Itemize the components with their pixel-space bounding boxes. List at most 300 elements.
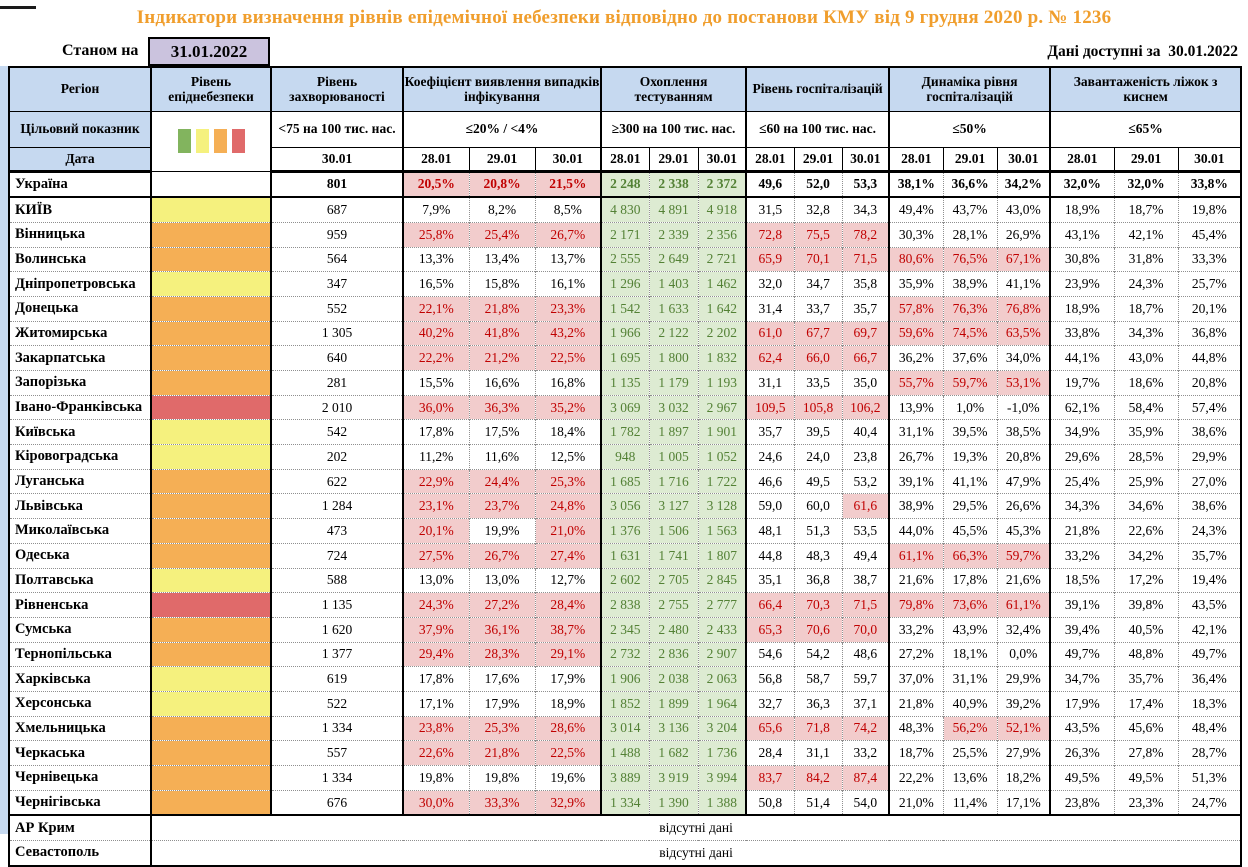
dynamics-cell: 29,5% — [943, 494, 997, 519]
incidence-cell: 622 — [271, 469, 403, 494]
region-name: Закарпатська — [9, 346, 151, 371]
dynamics-cell: 55,7% — [889, 371, 943, 396]
testing-cell: 2 705 — [649, 568, 698, 593]
detection-cell: 29,1% — [535, 642, 601, 667]
table-row — [9, 445, 1241, 470]
detection-cell: 25,4% — [469, 222, 535, 247]
incidence-cell: 801 — [271, 171, 403, 197]
oxygen-beds-cell: 25,9% — [1114, 469, 1178, 494]
target-detection: ≤20% / <4% — [403, 111, 601, 147]
testing-cell: 2 345 — [601, 617, 649, 642]
testing-cell: 1 966 — [601, 321, 649, 346]
detection-cell: 20,5% — [403, 171, 469, 197]
table-row — [9, 568, 1241, 593]
hospitalization-cell: 106,2 — [842, 395, 889, 420]
risk-scale-legend — [151, 111, 271, 171]
as-of-date-box[interactable]: 31.01.2022 — [148, 37, 270, 66]
hospitalization-cell: 40,4 — [842, 420, 889, 445]
table-row — [9, 790, 1241, 815]
oxygen-beds-cell: 24,3% — [1178, 519, 1241, 544]
table-row — [9, 617, 1241, 642]
oxygen-beds-cell: 42,1% — [1178, 617, 1241, 642]
dynamics-cell: 36,2% — [889, 346, 943, 371]
detection-cell: 40,2% — [403, 321, 469, 346]
oxygen-beds-cell: 57,4% — [1178, 395, 1241, 420]
testing-cell: 1 005 — [649, 445, 698, 470]
hospitalization-cell: 46,6 — [746, 469, 794, 494]
hospitalization-cell: 75,5 — [794, 222, 842, 247]
dynamics-cell: 18,2% — [997, 766, 1050, 791]
detection-cell: 35,2% — [535, 395, 601, 420]
risk-red-swatch — [232, 129, 245, 153]
oxygen-beds-cell: 17,2% — [1114, 568, 1178, 593]
testing-cell: 1 906 — [601, 667, 649, 692]
detection-cell: 13,3% — [403, 247, 469, 272]
hospitalization-cell: 49,5 — [794, 469, 842, 494]
testing-cell: 1 488 — [601, 741, 649, 766]
detection-cell: 11,2% — [403, 445, 469, 470]
table-row — [9, 741, 1241, 766]
hospitalization-cell: 65,6 — [746, 716, 794, 741]
detection-cell: 36,0% — [403, 395, 469, 420]
incidence-cell: 1 135 — [271, 593, 403, 618]
hospitalization-cell: 34,7 — [794, 272, 842, 297]
risk-level-cell — [151, 395, 271, 420]
table-row — [9, 519, 1241, 544]
testing-cell: 2 433 — [698, 617, 746, 642]
hospitalization-cell: 71,8 — [794, 716, 842, 741]
risk-level-cell — [151, 790, 271, 815]
hospitalization-cell: 65,3 — [746, 617, 794, 642]
oxygen-beds-cell: 24,3% — [1114, 272, 1178, 297]
region-name: Івано-Франківська — [9, 395, 151, 420]
date-cell: 29.01 — [1114, 147, 1178, 171]
header-incidence: Рівень захворюваності — [271, 67, 403, 111]
region-name: АР Крим — [9, 815, 151, 840]
risk-level-cell — [151, 272, 271, 297]
testing-cell: 3 014 — [601, 716, 649, 741]
detection-cell: 17,9% — [469, 691, 535, 716]
testing-cell: 4 830 — [601, 197, 649, 222]
testing-cell: 1 052 — [698, 445, 746, 470]
hospitalization-cell: 33,5 — [794, 371, 842, 396]
oxygen-beds-cell: 25,4% — [1050, 469, 1114, 494]
oxygen-beds-cell: 43,5% — [1050, 716, 1114, 741]
hospitalization-cell: 53,3 — [842, 171, 889, 197]
oxygen-beds-cell: 28,5% — [1114, 445, 1178, 470]
dynamics-cell: 21,0% — [889, 790, 943, 815]
oxygen-beds-cell: 19,4% — [1178, 568, 1241, 593]
dynamics-cell: 37,6% — [943, 346, 997, 371]
hospitalization-cell: 35,1 — [746, 568, 794, 593]
oxygen-beds-cell: 18,9% — [1050, 296, 1114, 321]
detection-cell: 13,0% — [469, 568, 535, 593]
dynamics-cell: 27,9% — [997, 741, 1050, 766]
oxygen-beds-cell: 27,8% — [1114, 741, 1178, 766]
hospitalization-cell: 39,5 — [794, 420, 842, 445]
detection-cell: 22,6% — [403, 741, 469, 766]
testing-cell: 2 838 — [601, 593, 649, 618]
hospitalization-cell: 31,1 — [746, 371, 794, 396]
dynamics-cell: 52,1% — [997, 716, 1050, 741]
dynamics-cell: 59,6% — [889, 321, 943, 346]
oxygen-beds-cell: 18,6% — [1114, 371, 1178, 396]
oxygen-beds-cell: 18,9% — [1050, 197, 1114, 222]
testing-cell: 1 631 — [601, 543, 649, 568]
region-name: Україна — [9, 171, 151, 197]
testing-cell: 1 376 — [601, 519, 649, 544]
hospitalization-cell: 70,6 — [794, 617, 842, 642]
testing-cell: 1 642 — [698, 296, 746, 321]
target-hospitalization: ≤60 на 100 тис. нас. — [746, 111, 889, 147]
testing-cell: 2 845 — [698, 568, 746, 593]
date-cell: 29.01 — [794, 147, 842, 171]
oxygen-beds-cell: 43,5% — [1178, 593, 1241, 618]
testing-cell: 2 777 — [698, 593, 746, 618]
detection-cell: 8,2% — [469, 197, 535, 222]
testing-cell: 2 356 — [698, 222, 746, 247]
dynamics-cell: 29,9% — [997, 667, 1050, 692]
dynamics-cell: 43,0% — [997, 197, 1050, 222]
hospitalization-cell: 48,1 — [746, 519, 794, 544]
oxygen-beds-cell: 19,7% — [1050, 371, 1114, 396]
dynamics-cell: 45,3% — [997, 519, 1050, 544]
dynamics-cell: 17,8% — [943, 568, 997, 593]
detection-cell: 7,9% — [403, 197, 469, 222]
data-available-date: 30.01.2022 — [1168, 43, 1238, 60]
testing-cell: 1 782 — [601, 420, 649, 445]
region-name: Одеська — [9, 543, 151, 568]
detection-cell: 23,1% — [403, 494, 469, 519]
oxygen-beds-cell: 23,8% — [1050, 790, 1114, 815]
dynamics-cell: 13,6% — [943, 766, 997, 791]
oxygen-beds-cell: 34,9% — [1050, 420, 1114, 445]
detection-cell: 17,1% — [403, 691, 469, 716]
detection-cell: 17,5% — [469, 420, 535, 445]
header-oxygen-beds: Завантаженість ліжок з киснем — [1050, 67, 1241, 111]
table-row — [9, 247, 1241, 272]
dynamics-cell: 20,8% — [997, 445, 1050, 470]
testing-cell: 2 122 — [649, 321, 698, 346]
testing-cell: 1 800 — [649, 346, 698, 371]
date-cell: 28.01 — [601, 147, 649, 171]
dynamics-cell: 38,5% — [997, 420, 1050, 445]
region-name: Херсонська — [9, 691, 151, 716]
dynamics-cell: 18,1% — [943, 642, 997, 667]
risk-level-cell — [151, 519, 271, 544]
hospitalization-cell: 66,4 — [746, 593, 794, 618]
oxygen-beds-cell: 48,8% — [1114, 642, 1178, 667]
risk-orange-swatch — [214, 129, 227, 153]
testing-cell: 2 907 — [698, 642, 746, 667]
detection-cell: 24,4% — [469, 469, 535, 494]
hospitalization-cell: 33,2 — [842, 741, 889, 766]
region-name: Кіровоградська — [9, 445, 151, 470]
risk-level-cell — [151, 171, 271, 197]
dynamics-cell: 49,4% — [889, 197, 943, 222]
detection-cell: 23,3% — [535, 296, 601, 321]
table-row — [9, 593, 1241, 618]
oxygen-beds-cell: 38,6% — [1178, 494, 1241, 519]
detection-cell: 28,6% — [535, 716, 601, 741]
risk-level-cell — [151, 494, 271, 519]
testing-cell: 2 038 — [649, 667, 698, 692]
hospitalization-cell: 84,2 — [794, 766, 842, 791]
incidence-cell: 202 — [271, 445, 403, 470]
hospitalization-cell: 36,8 — [794, 568, 842, 593]
dynamics-cell: 21,6% — [889, 568, 943, 593]
hospitalization-cell: 71,5 — [842, 247, 889, 272]
testing-cell: 2 732 — [601, 642, 649, 667]
detection-cell: 22,2% — [403, 346, 469, 371]
detection-cell: 15,8% — [469, 272, 535, 297]
detection-cell: 28,3% — [469, 642, 535, 667]
hospitalization-cell: 32,7 — [746, 691, 794, 716]
dynamics-cell: 31,1% — [889, 420, 943, 445]
date-incidence: 30.01 — [271, 147, 403, 171]
testing-cell: 1 832 — [698, 346, 746, 371]
table-row — [9, 296, 1241, 321]
dynamics-cell: 38,9% — [943, 272, 997, 297]
risk-level-cell — [151, 642, 271, 667]
hospitalization-cell: 51,3 — [794, 519, 842, 544]
hospitalization-cell: 61,0 — [746, 321, 794, 346]
table-row-no-data — [9, 841, 1241, 866]
detection-cell: 18,4% — [535, 420, 601, 445]
detection-cell: 17,8% — [403, 667, 469, 692]
hospitalization-cell: 33,7 — [794, 296, 842, 321]
dynamics-cell: 26,9% — [997, 222, 1050, 247]
hospitalization-cell: 58,7 — [794, 667, 842, 692]
detection-cell: 30,0% — [403, 790, 469, 815]
oxygen-beds-cell: 34,3% — [1050, 494, 1114, 519]
incidence-cell: 1 305 — [271, 321, 403, 346]
testing-cell: 1 462 — [698, 272, 746, 297]
date-cell: 30.01 — [535, 147, 601, 171]
table-row — [9, 171, 1241, 197]
risk-level-cell — [151, 568, 271, 593]
risk-level-cell — [151, 469, 271, 494]
dynamics-cell: 44,0% — [889, 519, 943, 544]
dynamics-cell: 38,9% — [889, 494, 943, 519]
detection-cell: 25,3% — [535, 469, 601, 494]
testing-cell: 1 633 — [649, 296, 698, 321]
oxygen-beds-cell: 20,1% — [1178, 296, 1241, 321]
dynamics-cell: 27,2% — [889, 642, 943, 667]
testing-cell: 4 891 — [649, 197, 698, 222]
oxygen-beds-cell: 23,3% — [1114, 790, 1178, 815]
incidence-cell: 1 620 — [271, 617, 403, 642]
table-row — [9, 543, 1241, 568]
detection-cell: 43,2% — [535, 321, 601, 346]
dynamics-cell: 47,9% — [997, 469, 1050, 494]
testing-cell: 3 994 — [698, 766, 746, 791]
dynamics-cell: 22,2% — [889, 766, 943, 791]
testing-cell: 2 171 — [601, 222, 649, 247]
table-row — [9, 420, 1241, 445]
header-hospitalization-dynamics: Динаміка рівня госпіталізацій — [889, 67, 1050, 111]
hospitalization-cell: 74,2 — [842, 716, 889, 741]
oxygen-beds-cell: 34,6% — [1114, 494, 1178, 519]
detection-cell: 16,6% — [469, 371, 535, 396]
testing-cell: 2 339 — [649, 222, 698, 247]
target-dynamics: ≤50% — [889, 111, 1050, 147]
hospitalization-cell: 66,7 — [842, 346, 889, 371]
dynamics-cell: 56,2% — [943, 716, 997, 741]
incidence-cell: 1 377 — [271, 642, 403, 667]
detection-cell: 22,9% — [403, 469, 469, 494]
dynamics-cell: 57,8% — [889, 296, 943, 321]
dynamics-cell: 40,9% — [943, 691, 997, 716]
dynamics-cell: 0,0% — [997, 642, 1050, 667]
testing-cell: 3 032 — [649, 395, 698, 420]
table-row — [9, 667, 1241, 692]
oxygen-beds-cell: 35,9% — [1114, 420, 1178, 445]
table-row — [9, 272, 1241, 297]
dynamics-cell: 35,9% — [889, 272, 943, 297]
risk-level-cell — [151, 420, 271, 445]
oxygen-beds-cell: 27,0% — [1178, 469, 1241, 494]
testing-cell: 3 069 — [601, 395, 649, 420]
oxygen-beds-cell: 28,7% — [1178, 741, 1241, 766]
dynamics-cell: 32,4% — [997, 617, 1050, 642]
oxygen-beds-cell: 21,8% — [1050, 519, 1114, 544]
dynamics-cell: 34,0% — [997, 346, 1050, 371]
dynamics-cell: -1,0% — [997, 395, 1050, 420]
region-name: Черкаська — [9, 741, 151, 766]
dynamics-cell: 45,5% — [943, 519, 997, 544]
target-testing: ≥300 на 100 тис. нас. — [601, 111, 746, 147]
incidence-cell: 724 — [271, 543, 403, 568]
hospitalization-cell: 87,4 — [842, 766, 889, 791]
incidence-cell: 564 — [271, 247, 403, 272]
incidence-cell: 557 — [271, 741, 403, 766]
oxygen-beds-cell: 34,2% — [1114, 543, 1178, 568]
region-name: Севастополь — [9, 841, 151, 866]
dynamics-cell: 19,3% — [943, 445, 997, 470]
hospitalization-cell: 70,3 — [794, 593, 842, 618]
oxygen-beds-cell: 34,3% — [1114, 321, 1178, 346]
hospitalization-cell: 62,4 — [746, 346, 794, 371]
region-name: Луганська — [9, 469, 151, 494]
dynamics-cell: 76,8% — [997, 296, 1050, 321]
oxygen-beds-cell: 33,8% — [1178, 171, 1241, 197]
oxygen-beds-cell: 22,6% — [1114, 519, 1178, 544]
dynamics-cell: 26,6% — [997, 494, 1050, 519]
oxygen-beds-cell: 43,0% — [1114, 346, 1178, 371]
dynamics-cell: 21,6% — [997, 568, 1050, 593]
oxygen-beds-cell: 35,7% — [1114, 667, 1178, 692]
testing-cell: 1 685 — [601, 469, 649, 494]
incidence-cell: 588 — [271, 568, 403, 593]
oxygen-beds-cell: 43,1% — [1050, 222, 1114, 247]
oxygen-beds-cell: 45,6% — [1114, 716, 1178, 741]
oxygen-beds-cell: 44,8% — [1178, 346, 1241, 371]
header-group-row — [9, 67, 1241, 111]
dynamics-cell: 53,1% — [997, 371, 1050, 396]
risk-level-cell — [151, 346, 271, 371]
hospitalization-cell: 32,0 — [746, 272, 794, 297]
detection-cell: 22,5% — [535, 741, 601, 766]
dynamics-cell: 25,5% — [943, 741, 997, 766]
risk-green-swatch — [178, 129, 191, 153]
detection-cell: 15,5% — [403, 371, 469, 396]
oxygen-beds-cell: 18,7% — [1114, 197, 1178, 222]
detection-cell: 26,7% — [469, 543, 535, 568]
incidence-cell: 959 — [271, 222, 403, 247]
incidence-cell: 281 — [271, 371, 403, 396]
detection-cell: 18,9% — [535, 691, 601, 716]
page-title: Індикатори визначення рівнів епідемічної небезпеки відповідно до постанови КМУ від 9 грудня 2020 р. № 1236 — [136, 7, 1112, 28]
hospitalization-cell: 24,0 — [794, 445, 842, 470]
detection-cell: 17,9% — [535, 667, 601, 692]
testing-cell: 2 967 — [698, 395, 746, 420]
testing-cell: 1 736 — [698, 741, 746, 766]
detection-cell: 33,3% — [469, 790, 535, 815]
hospitalization-cell: 31,1 — [794, 741, 842, 766]
testing-cell: 1 852 — [601, 691, 649, 716]
oxygen-beds-cell: 24,7% — [1178, 790, 1241, 815]
incidence-cell: 1 334 — [271, 716, 403, 741]
table-row — [9, 716, 1241, 741]
testing-cell: 2 202 — [698, 321, 746, 346]
detection-cell: 13,7% — [535, 247, 601, 272]
region-name: Житомирська — [9, 321, 151, 346]
region-name: Київська — [9, 420, 151, 445]
detection-cell: 24,3% — [403, 593, 469, 618]
risk-level-cell — [151, 222, 271, 247]
detection-cell: 16,1% — [535, 272, 601, 297]
oxygen-beds-cell: 36,4% — [1178, 667, 1241, 692]
testing-cell: 3 889 — [601, 766, 649, 791]
hospitalization-cell: 35,7 — [746, 420, 794, 445]
as-of-label: Станом на — [62, 42, 139, 59]
hospitalization-cell: 109,5 — [746, 395, 794, 420]
dynamics-cell: 74,5% — [943, 321, 997, 346]
testing-cell: 1 135 — [601, 371, 649, 396]
testing-cell: 1 897 — [649, 420, 698, 445]
testing-cell: 1 682 — [649, 741, 698, 766]
dynamics-cell: 39,1% — [889, 469, 943, 494]
oxygen-beds-cell: 33,8% — [1050, 321, 1114, 346]
region-name: Львівська — [9, 494, 151, 519]
detection-cell: 13,0% — [403, 568, 469, 593]
date-cell: 30.01 — [1178, 147, 1241, 171]
testing-cell: 2 836 — [649, 642, 698, 667]
detection-cell: 29,4% — [403, 642, 469, 667]
date-cell: 28.01 — [1050, 147, 1114, 171]
header-region: Регіон — [9, 67, 151, 111]
detection-cell: 23,8% — [403, 716, 469, 741]
region-name: Миколаївська — [9, 519, 151, 544]
incidence-cell: 1 284 — [271, 494, 403, 519]
incidence-cell: 522 — [271, 691, 403, 716]
dynamics-cell: 28,1% — [943, 222, 997, 247]
dynamics-cell: 43,9% — [943, 617, 997, 642]
data-available-note — [1047, 43, 1238, 61]
detection-cell: 22,5% — [535, 346, 601, 371]
hospitalization-cell: 48,6 — [842, 642, 889, 667]
testing-cell: 3 056 — [601, 494, 649, 519]
detection-cell: 13,4% — [469, 247, 535, 272]
dynamics-cell: 39,2% — [997, 691, 1050, 716]
detection-cell: 11,6% — [469, 445, 535, 470]
no-data-cell: відсутні дані — [151, 815, 1241, 840]
oxygen-beds-cell: 19,8% — [1178, 197, 1241, 222]
oxygen-beds-cell: 32,0% — [1050, 171, 1114, 197]
dynamics-cell: 26,7% — [889, 445, 943, 470]
hospitalization-cell: 49,6 — [746, 171, 794, 197]
